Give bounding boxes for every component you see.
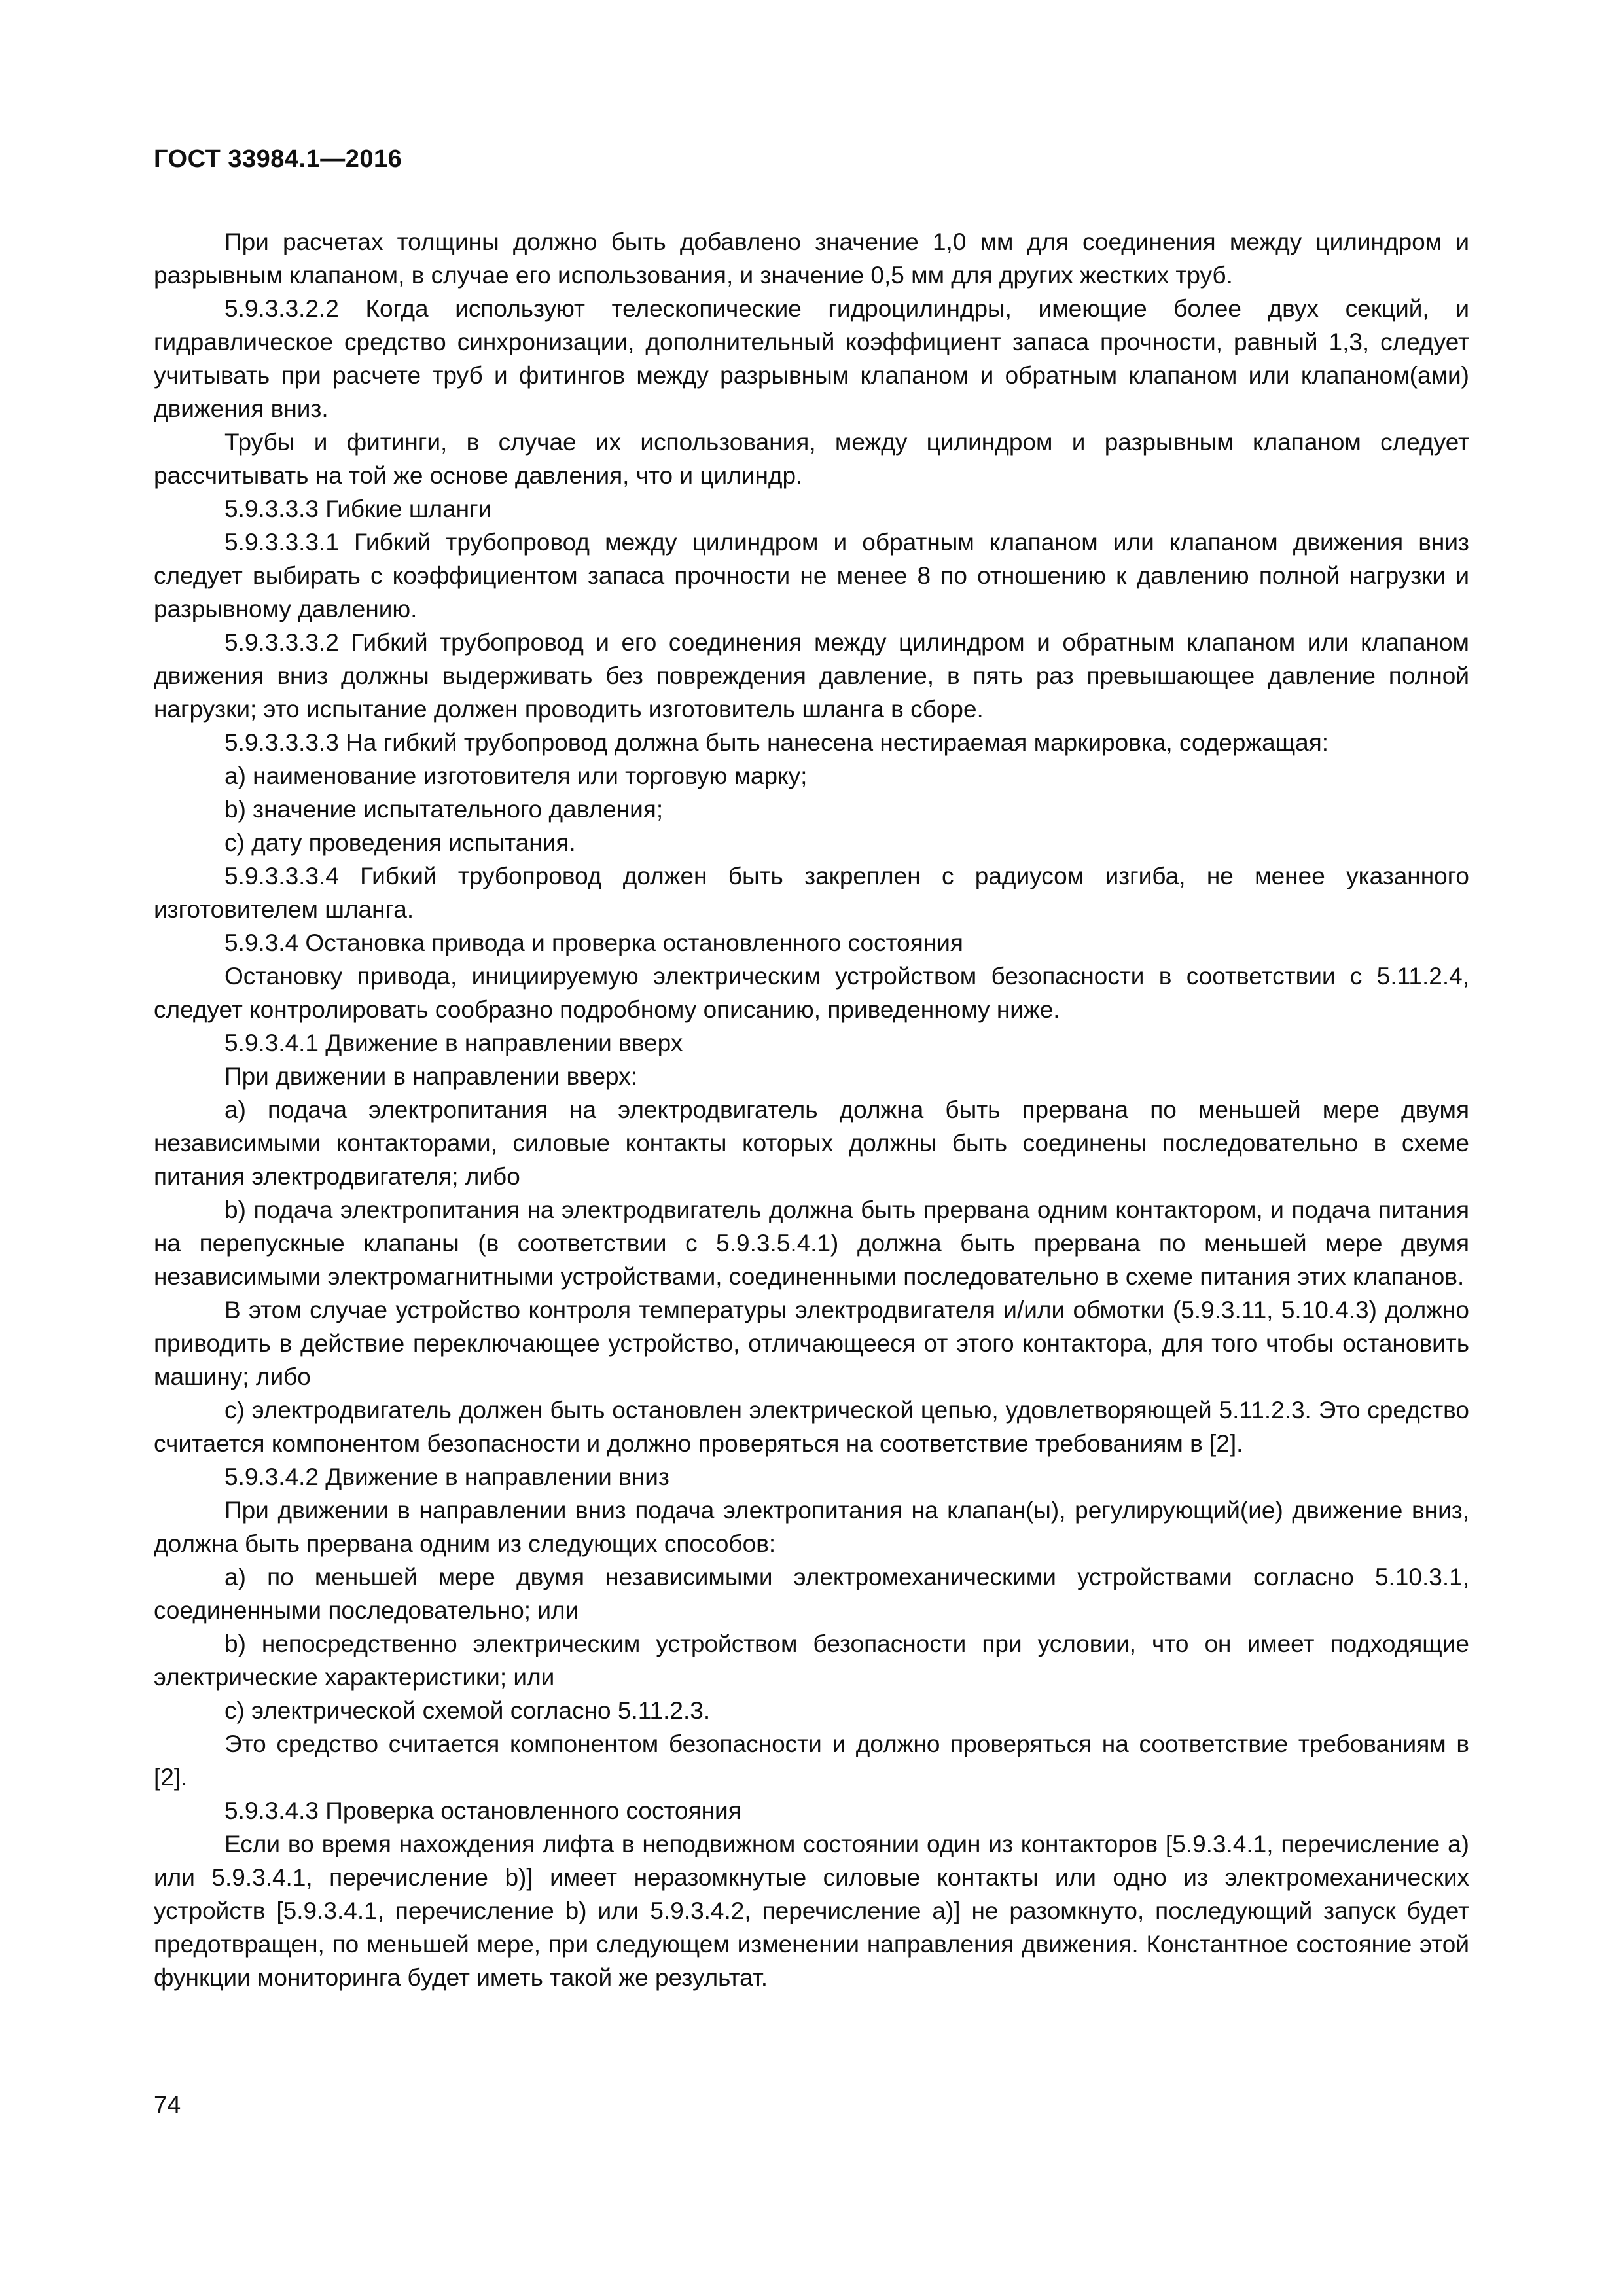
paragraph: Это средство считается компонентом безопасности и должно проверяться на соответствие требованиям в [2]. (154, 1731, 1469, 1791)
list-item: b) значение испытательного давления; (224, 796, 664, 823)
list-item: c) электродвигатель должен быть остановлен электрической цепью, удовлетворяющей 5.11.2.3. Это средство считается компонентом безопасности и должно проверяться на соответствие требованиям в [2]. (154, 1397, 1469, 1457)
list-item: a) подача электропитания на электродвигатель должна быть прервана по меньшей мере двумя независимыми контакторами, силовые контакты которых должны быть соединены последовательно в схеме питания электродвигателя; либо (154, 1096, 1469, 1190)
section-heading: 5.9.3.4.2 Движение в направлении вниз (224, 1463, 669, 1490)
paragraph: При расчетах толщины должно быть добавлено значение 1,0 мм для соединения между цилиндром и разрывным клапаном, в случае его использования, и значение 0,5 мм для других жестких труб. (154, 228, 1469, 289)
paragraph: 5.9.3.3.3.2 Гибкий трубопровод и его соединения между цилиндром и обратным клапаном или клапаном движения вниз должны выдерживать без повреждения давление, в пять раз превышающее давление полной нагрузки; это испытание должен проводить изготовитель шланга в сборе. (154, 629, 1469, 723)
section-heading: 5.9.3.4.3 Проверка остановленного состояния (224, 1797, 741, 1824)
section-heading: 5.9.3.4 Остановка привода и проверка остановленного состояния (224, 929, 963, 956)
paragraph: 5.9.3.3.3.4 Гибкий трубопровод должен быть закреплен с радиусом изгиба, не менее указанного изготовителем шланга. (154, 863, 1469, 923)
paragraph: 5.9.3.3.2.2 Когда используют телескопические гидроцилиндры, имеющие более двух секций, и гидравлическое средство синхронизации, дополнительный коэффициент запаса прочности, равный 1,3, следует учитывать при расчете труб и фитингов между разрывным клапаном и обратным клапаном или клапаном(ами) движения вниз. (154, 295, 1469, 422)
paragraph: При движении в направлении вниз подача электропитания на клапан(ы), регулирующий(ие) движение вниз, должна быть прервана одним из следующих способов: (154, 1497, 1469, 1557)
list-item: a) наименование изготовителя или торговую марку; (224, 762, 808, 789)
section-heading: 5.9.3.3.3 Гибкие шланги (224, 495, 492, 522)
paragraph: 5.9.3.3.3.3 На гибкий трубопровод должна быть нанесена нестираемая маркировка, содержащая: (224, 729, 1329, 756)
standard-code-header: ГОСТ 33984.1—2016 (154, 145, 402, 173)
section-heading: 5.9.3.4.1 Движение в направлении вверх (224, 1030, 683, 1056)
paragraph: Если во время нахождения лифта в неподвижном состоянии один из контакторов [5.9.3.4.1, перечисление a) или 5.9.3.4.1, перечисление b)] имеет неразомкнутые силовые контакты или одно из электромеханических устройств [5.9.3.4.1, перечисление b) или 5.9.3.4.2, перечисление a)] не разомкнуто, последующий запуск будет предотвращен, по меньшей мере, при следующем изменении направления движения. Константное состояние этой функции мониторинга будет иметь такой же результат. (154, 1831, 1469, 1991)
paragraph: При движении в направлении вверх: (224, 1063, 637, 1090)
paragraph: Трубы и фитинги, в случае их использования, между цилиндром и разрывным клапаном следует рассчитывать на той же основе давления, что и цилиндр. (154, 429, 1469, 489)
document-body (154, 225, 1469, 1994)
paragraph: 5.9.3.3.3.1 Гибкий трубопровод между цилиндром и обратным клапаном или клапаном движения вниз следует выбирать с коэффициентом запаса прочности не менее 8 по отношению к давлению полной нагрузки и разрывному давлению. (154, 529, 1469, 622)
page-number: 74 (154, 2091, 181, 2118)
list-item: c) электрической схемой согласно 5.11.2.3. (224, 1697, 711, 1724)
list-item: a) по меньшей мере двумя независимыми электромеханическими устройствами согласно 5.10.3.1, соединенными последовательно; или (154, 1564, 1469, 1624)
paragraph: Остановку привода, инициируемую электрическим устройством безопасности в соответствии с 5.11.2.4, следует контролировать сообразно подробному описанию, приведенному ниже. (154, 963, 1469, 1023)
list-item: c) дату проведения испытания. (224, 829, 576, 856)
list-item: b) подача электропитания на электродвигатель должна быть прервана одним контактором, и подача питания на перепускные клапаны (в соответствии с 5.9.3.5.4.1) должна быть прервана по меньшей мере двумя независимыми электромагнитными устройствами, соединенными последовательно в схеме питания этих клапанов. (154, 1196, 1469, 1290)
list-item: b) непосредственно электрическим устройством безопасности при условии, что он имеет подходящие электрические характеристики; или (154, 1630, 1469, 1691)
paragraph: В этом случае устройство контроля температуры электродвигателя и/или обмотки (5.9.3.11, 5.10.4.3) должно приводить в действие переключающее устройство, отличающееся от этого контактора, для того чтобы остановить машину; либо (154, 1297, 1469, 1390)
